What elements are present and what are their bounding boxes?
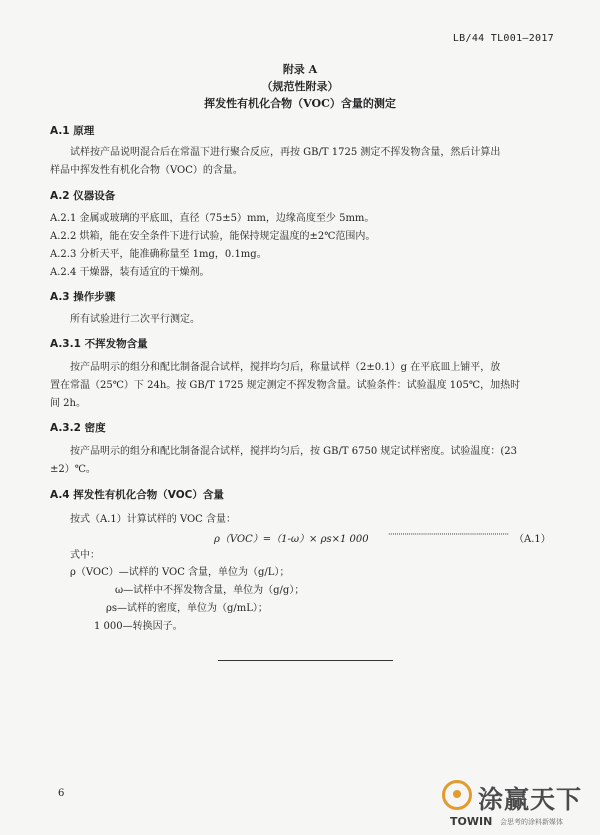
formula-leader-dots: ··························································· <box>388 530 509 539</box>
definition-density: ρs—试样的密度，单位为（g/mL）； <box>106 603 268 614</box>
brand-mark-icon <box>442 780 472 810</box>
appendix-name: 挥发性有机化合物（VOC）含量的测定 <box>204 97 396 110</box>
section-a3-heading: A.3 操作步骤 <box>50 291 116 303</box>
section-a31-line-2: 置在常温（25℃）下 24h。按 GB/T 1725 规定测定不挥发物含量。试验条件：试验温度 105℃，加热时 <box>50 380 521 391</box>
section-a2-item-4: A.2.4 干燥器，装有适宜的干燥剂。 <box>50 267 210 278</box>
definition-omega: ω—试样中不挥发物含量，单位为（g/g）； <box>115 585 305 596</box>
formula-number: （A.1） <box>514 534 551 545</box>
section-a32-line-2: ±2）℃。 <box>50 464 96 475</box>
section-a32-heading: A.3.2 密度 <box>50 422 106 434</box>
section-a1-line-1: 试样按产品说明混合后在常温下进行聚合反应，再按 GB/T 1725 测定不挥发物含量，然后计算出 <box>70 147 501 158</box>
section-a4-heading: A.4 挥发性有机化合物（VOC）含量 <box>50 489 224 501</box>
definition-voc: ρ（VOC）—试样的 VOC 含量，单位为（g/L）； <box>70 567 290 578</box>
section-a2-item-1: A.2.1 金属或玻璃的平底皿，直径（75±5）mm，边缘高度至少 5mm。 <box>50 213 375 224</box>
section-a3-intro: 所有试验进行二次平行测定。 <box>70 314 200 325</box>
section-a1-line-2: 样品中挥发性有机化合物（VOC）的含量。 <box>50 165 243 176</box>
section-a32-line-1: 按产品明示的组分和配比制备混合试样，搅拌均匀后，按 GB/T 6750 规定试样密度。试验温度：(23 <box>70 446 517 457</box>
definition-factor: 1 000—转换因子。 <box>94 621 183 632</box>
voc-formula: ρ（VOC）=（1-ω）× ρs×1 000 <box>214 534 369 545</box>
section-a31-heading: A.3.1 不挥发物含量 <box>50 338 148 350</box>
watermark-slogan: 会思考的涂料新媒体 <box>500 818 563 826</box>
page-number: 6 <box>58 788 65 799</box>
watermark-brand: TOWIN <box>450 815 493 828</box>
watermark-name: 涂赢天下 <box>478 785 583 814</box>
where-label: 式中： <box>70 550 100 561</box>
appendix-type: （规范性附录） <box>261 80 339 93</box>
section-a4-intro: 按式（A.1）计算试样的 VOC 含量： <box>70 514 237 525</box>
section-a2-item-3: A.2.3 分析天平，能准确称量至 1mg，0.1mg。 <box>50 249 267 260</box>
watermark-logo <box>442 778 592 830</box>
section-a31-line-3: 间 2h。 <box>50 398 86 409</box>
appendix-title: 附录 A <box>282 63 318 76</box>
section-a2-item-2: A.2.2 烘箱，能在安全条件下进行试验，能保持规定温度的±2℃范围内。 <box>50 231 376 242</box>
section-a31-line-1: 按产品明示的组分和配比制备混合试样，搅拌均匀后，称量试样（2±0.1）g 在平底皿上铺平，放 <box>70 362 501 373</box>
end-divider <box>218 660 393 661</box>
section-a1-heading: A.1 原理 <box>50 125 95 137</box>
section-a2-heading: A.2 仪器设备 <box>50 190 116 202</box>
standard-number: LB/44 TL001—2017 <box>452 33 554 44</box>
